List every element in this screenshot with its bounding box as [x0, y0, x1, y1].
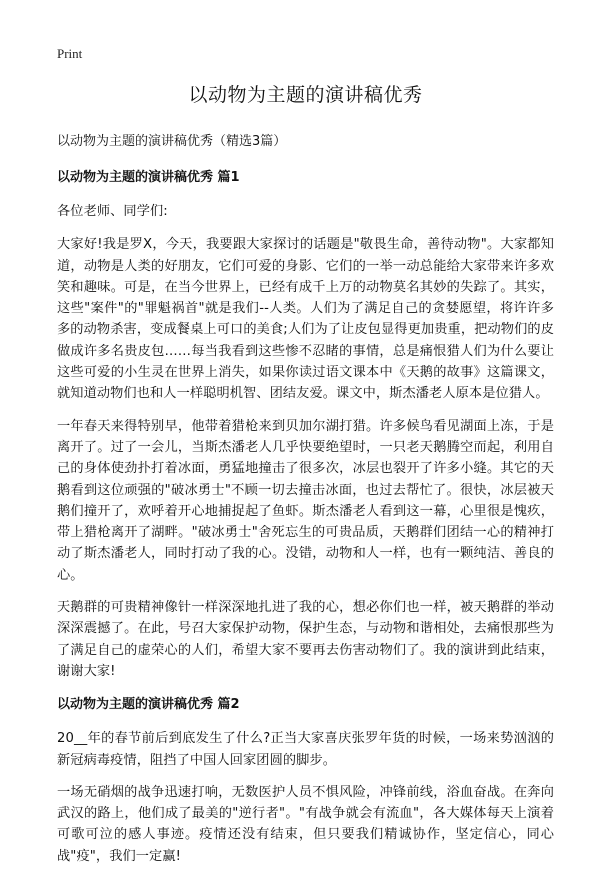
- print-link[interactable]: Print: [57, 46, 83, 61]
- section-1-paragraph-2: 一年春天来得特别早，他带着猎枪来到贝加尔湖打猎。许多候鸟看见湖面上冻，于是离开了。过了一会儿，当斯杰潘老人几乎快要绝望时，一只老天鹅腾空而起，利用自己的身体使劲扑打着冰面，勇猛地撞击了很多次，冰层也裂开了许多小缝。其它的天鹅看到这位顽强的"破冰勇士"不顾一切去撞击冰面，也过去帮忙了。很快，冰层被天鹅们撞开了，欢呼着开心地捕捉起了鱼虾。斯杰潘老人看到这一幕，心里很是愧疚，带上猎枪离开了湖畔。"破冰勇士"舍死忘生的可贵品质，天鹅群们团结一心的精神打动了斯杰潘老人，同时打动了我的心。没错，动物和人一样，也有一颗纯洁、善良的心。: [57, 418, 554, 583]
- section-2-heading: 以动物为主题的演讲稿优秀 篇2: [57, 697, 240, 713]
- section-2-paragraph-2: 一场无硝烟的战争迅速打响，无数医护人员不惧风险，冲锋前线，浴血奋战。在奔向武汉的路上，他们成了最美的"逆行者"。"有战争就会有流血"，各大媒体每天上演着可歌可泣的感人事迹。疫情还没有结束，但只要我们精诚协作，坚定信心，同心战"疫"，我们一定赢!: [57, 784, 554, 864]
- document-body: [57, 80, 554, 878]
- section-1-paragraph-3: 天鹅群的可贵精神像针一样深深地扎进了我的心，想必你们也一样，被天鹅群的举动深深震撼了。在此，号召大家保护动物，保护生态，与动物和谐相处，去痛恨那些为了满足自己的虚荣心的人们，希望大家不要再去伤害动物们了。我的演讲到此结束，谢谢大家!: [57, 600, 554, 679]
- section-1-heading: 以动物为主题的演讲稿优秀 篇1: [57, 170, 240, 185]
- greeting-paragraph: 各位老师、同学们:: [57, 204, 168, 219]
- section-2-paragraph-1: 20__年的春节前后到底发生了什么?正当大家喜庆张罗年货的时候，一场来势汹汹的新冠病毒疫情，阻挡了中国人回家团圆的脚步。: [57, 731, 554, 768]
- section-1-paragraph-1: 大家好!我是罗X，今天，我要跟大家探讨的话题是"敬畏生命，善待动物"。大家都知道，动物是人类的好朋友，它们可爱的身影、它们的一举一动总能给大家带来许多欢笑和趣味。可是，在当今世界上，已经有成千上万的动物莫名其妙的失踪了。其实，这些"案件"的"罪魁祸首"就是我们--人类。人们为了满足自己的贪婪愿望，将许许多多的动物杀害，变成餐桌上可口的美食;人们为了让皮包显得更加贵重，把动物们的皮做成许多名贵皮包……每当我看到这些惨不忍睹的事情，总是痛恨猎人们为什么要让这些可爱的小生灵在世界上消失，如果你读过语文课本中《天鹅的故事》这篇课文，就知道动物们也和人一样聪明机智、团结友爱。课文中，斯杰潘老人原本是位猎人。: [57, 237, 554, 402]
- page-title: 以动物为主题的演讲稿优秀: [188, 84, 423, 106]
- document-subtitle: 以动物为主题的演讲稿优秀（精选3篇）: [57, 134, 287, 149]
